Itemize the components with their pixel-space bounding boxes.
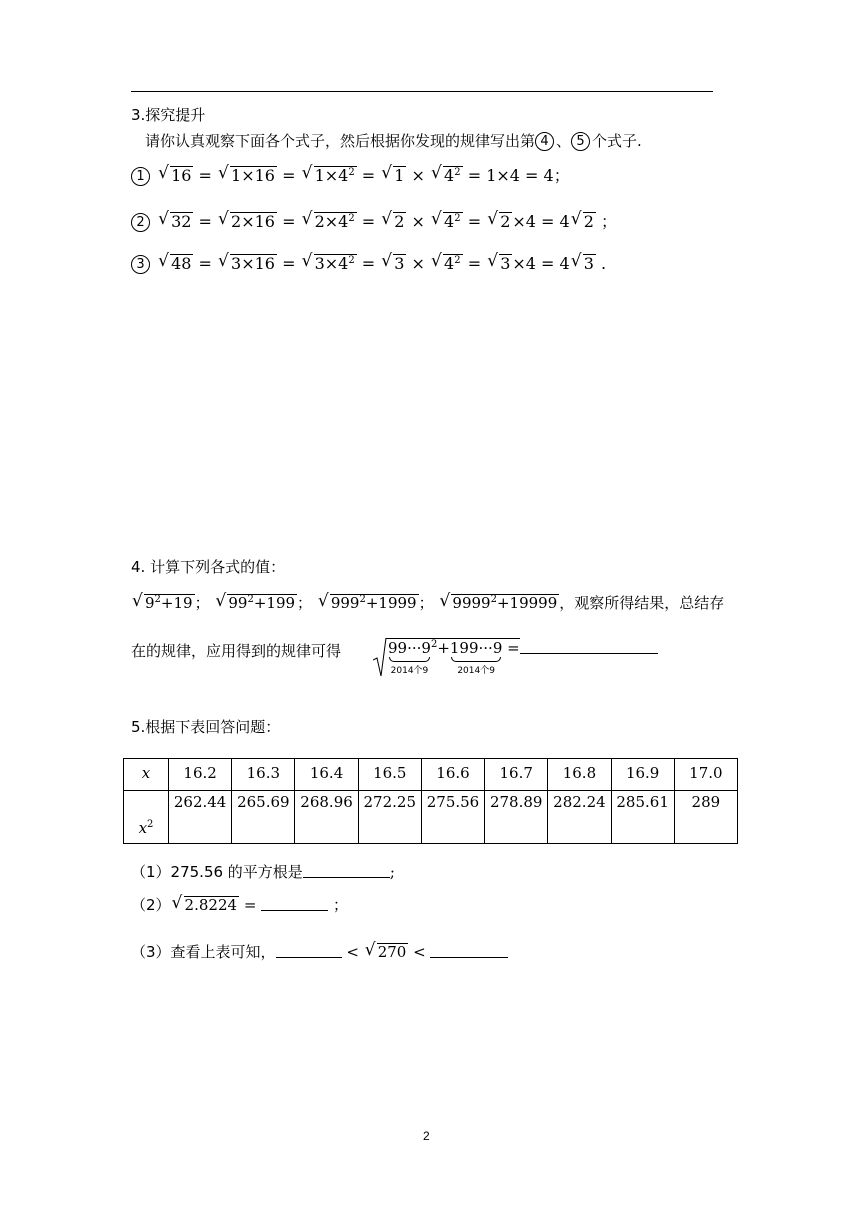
sqrt-2: √ 2: [488, 212, 512, 231]
sqrt-1x16: √ 1×16: [219, 166, 277, 185]
instruction-separator: 、: [556, 132, 572, 150]
circled-number-2: 2: [131, 213, 150, 232]
circled-number-1: 1: [131, 167, 150, 186]
section3-instruction: [145, 130, 642, 151]
sqrt-expression-4: √ $9999^2+19999$: [440, 594, 559, 612]
table-cell: 272.25: [358, 791, 421, 844]
question-1: （1）275.56 的平方根是 ;: [131, 863, 395, 881]
sqrt-expression-2: √ $99^2+199$: [216, 594, 297, 612]
sqrt-expression-1: √ $9^2+19$: [133, 594, 195, 612]
equation-3: 3 √ 48 = √ 3×16 = √ $3\times 4^2$ = √ 3 × √ $4^2$ = √ 3 ×4 = 4√ 3 .: [131, 254, 606, 274]
sqrt-3: √ 3: [382, 254, 406, 273]
answer-blank-section4[interactable]: [520, 639, 658, 654]
table-cell: 16.5: [358, 759, 421, 791]
sqrt-2.8224: √ 2.8224: [173, 896, 240, 914]
section5-title: 5.根据下表回答问题：: [131, 718, 281, 736]
table-cell: 16.4: [295, 759, 358, 791]
square-table: [123, 758, 738, 844]
table-cell: 268.96: [295, 791, 358, 844]
answer-blank-q1[interactable]: [303, 863, 390, 878]
equation-1: 1 √ 16 = √ 1×16 = √ $1\times 4^2$ = √ 1 × √ $4^2 = 1\times 4 = 4$；: [131, 163, 570, 186]
instruction-text-before: 请你认真观察下面各个式子，然后根据你发现的规律写出第: [145, 132, 536, 150]
table-cell: 282.24: [548, 791, 611, 844]
table-cell: 16.9: [611, 759, 674, 791]
sqrt-2: √ 2: [382, 212, 406, 231]
sqrt-2: √ 2: [572, 212, 596, 231]
sqrt-4sq: √ $4^2$: [432, 166, 463, 185]
answer-blank-q3-right[interactable]: [430, 943, 508, 958]
page-number: 2: [423, 1129, 430, 1143]
section4-title: 4. 计算下列各式的值：: [131, 558, 286, 576]
sqrt-3: √ 3: [572, 254, 596, 273]
answer-blank-q3-left[interactable]: [276, 943, 342, 958]
sqrt-2x4sq: √ $2\times 4^2$: [303, 212, 357, 231]
circled-number-4: 4: [535, 132, 554, 151]
equation-2: 2 √ 32 = √ 2×16 = √ $2\times 4^2$ = √ 2 × √ $4^2$ = √ 2 ×4 = 4√ 2 ；: [131, 209, 617, 232]
table-cell: 16.8: [548, 759, 611, 791]
table-cell: 278.89: [485, 791, 548, 844]
sqrt-32: √ 32: [159, 212, 193, 231]
table-row-x: [124, 759, 738, 791]
table-cell: 289: [674, 791, 737, 844]
underbrace-term-2: 199···9 2014个9: [449, 639, 503, 676]
table-cell: 275.56: [421, 791, 484, 844]
question-3: （3）查看上表可知， < √ 270 <: [131, 941, 508, 962]
table-header-x-squared: $x^2$: [124, 791, 169, 844]
sqrt-3x4sq: √ $3\times 4^2$: [303, 254, 357, 273]
table-cell: 265.69: [232, 791, 295, 844]
table-header-x: x: [124, 759, 169, 791]
sqrt-3x16: √ 3×16: [219, 254, 277, 273]
table-cell: 16.6: [421, 759, 484, 791]
table-row-x-squared: [124, 791, 738, 844]
sqrt-270: √ 270: [366, 943, 409, 961]
sqrt-4sq: √ $4^2$: [432, 254, 463, 273]
table-cell: 262.44: [169, 791, 232, 844]
sqrt-4sq: √ $4^2$: [432, 212, 463, 231]
sqrt-16: √ 16: [159, 166, 193, 185]
table-cell: 17.0: [674, 759, 737, 791]
question-2: （2）√ 2.8224 = ；: [131, 894, 348, 915]
sqrt-expression-3: √ $999^2+1999$: [319, 594, 419, 612]
table-cell: 285.61: [611, 791, 674, 844]
answer-blank-q2[interactable]: [261, 896, 328, 911]
big-radical-sign: [373, 636, 387, 678]
sqrt-48: √ 48: [159, 254, 193, 273]
section3-title: 3.探究提升: [131, 106, 206, 124]
sqrt-3: √ 3: [488, 254, 512, 273]
underbrace-term-1: 99···9 2014个9: [388, 639, 431, 676]
table-cell: 16.3: [232, 759, 295, 791]
top-rule: [131, 91, 713, 92]
section4-line1: √ $9^2+19$ ； √ $99^2+199$ ； √ $999^2+1999$ ； √ $9999^2+19999$ ，观察所得结果，总结存: [131, 592, 724, 613]
circled-number-5: 5: [571, 132, 590, 151]
sqrt-1x4sq: √ $1\times 4^2$: [303, 166, 357, 185]
table-cell: 16.2: [169, 759, 232, 791]
table-cell: 16.7: [485, 759, 548, 791]
section4-line2-text: 在的规律，应用得到的规律可得: [131, 642, 342, 660]
sqrt-1: √ 1: [382, 166, 406, 185]
circled-number-3: 3: [131, 255, 150, 274]
sqrt-2x16: √ 2×16: [219, 212, 277, 231]
equation-1-tail: = 1×4 = 4；: [467, 166, 570, 185]
instruction-text-after: 个式子.: [592, 132, 642, 150]
